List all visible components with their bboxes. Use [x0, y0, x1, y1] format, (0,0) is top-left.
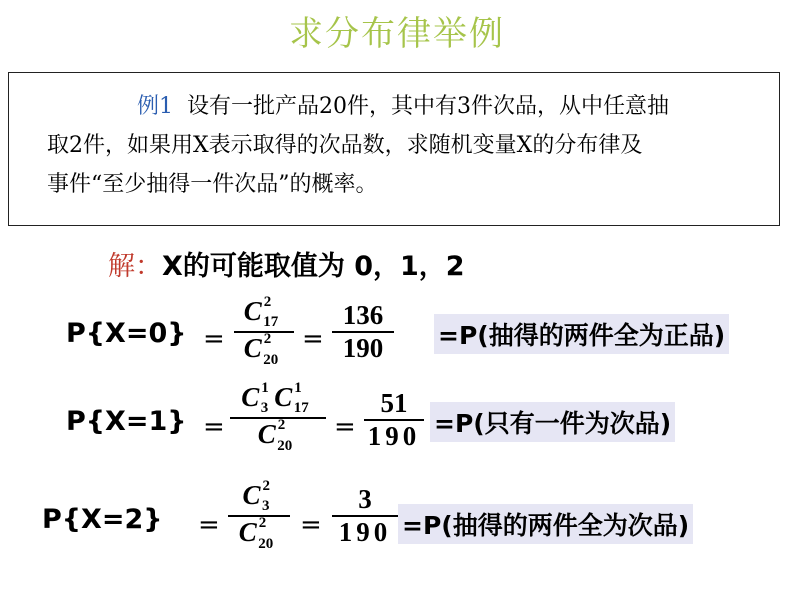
problem-box	[8, 72, 780, 226]
problem-text	[9, 87, 764, 204]
row1-eq1: =	[203, 412, 225, 442]
row2-lhs: P{X=2}	[42, 504, 163, 535]
row2-comb-fraction	[228, 480, 290, 553]
solution-label: 解：	[108, 251, 162, 282]
row1-value-den: 190	[367, 421, 421, 451]
problem-line-1-text: 设有一批产品20件，其中有3件次品，从中任意抽	[187, 94, 669, 119]
row0-comb-num: C $^2_{17}$	[243, 294, 279, 331]
row0-value-num: 136	[342, 300, 384, 330]
row2-value-num: 3	[358, 484, 372, 514]
solution-line	[108, 244, 465, 283]
row2-eq2: =	[300, 510, 322, 540]
example-label: 例1	[137, 94, 173, 119]
row1-comb-num: C $^1_3$ C $^1_{17}$	[241, 380, 309, 417]
row0-value-fraction	[332, 300, 394, 364]
row0-comb-den: C $^2_{20}$	[243, 331, 279, 368]
slide-title: 求分布律举例	[289, 14, 505, 54]
row0-comb-fraction	[234, 296, 294, 369]
row2-meaning: =P(抽得的两件全为次品)	[398, 504, 693, 544]
row0-value-den: 190	[342, 333, 384, 363]
solution-text: X的可能取值为 0，1，2	[162, 251, 465, 282]
row1-comb-fraction	[230, 382, 326, 455]
row1-comb-den: C $^2_{20}$	[257, 417, 293, 454]
problem-line-1	[9, 87, 764, 126]
row0-meaning: =P(抽得的两件全为正品)	[434, 314, 729, 354]
row1-meaning: =P(只有一件为次品)	[430, 402, 675, 442]
row0-eq1: =	[203, 324, 225, 354]
problem-line-3: 事件“至少抽得一件次品”的概率。	[47, 172, 378, 197]
row1-value-num: 51	[380, 388, 408, 418]
row2-comb-den: C $^2_{20}$	[238, 515, 274, 552]
row1-eq2: =	[334, 412, 356, 442]
row1-lhs: P{X=1}	[66, 406, 187, 437]
row0-eq2: =	[302, 324, 324, 354]
problem-line-2: 取2件，如果用X表示取得的次品数，求随机变量X的分布律及	[47, 133, 643, 158]
row2-comb-num: C $^2_3$	[242, 478, 270, 515]
row2-eq1: =	[198, 510, 220, 540]
row2-value-fraction	[332, 484, 398, 548]
row0-lhs: P{X=0}	[66, 318, 187, 349]
row1-value-fraction	[364, 388, 424, 452]
row2-value-den: 190	[338, 517, 392, 547]
